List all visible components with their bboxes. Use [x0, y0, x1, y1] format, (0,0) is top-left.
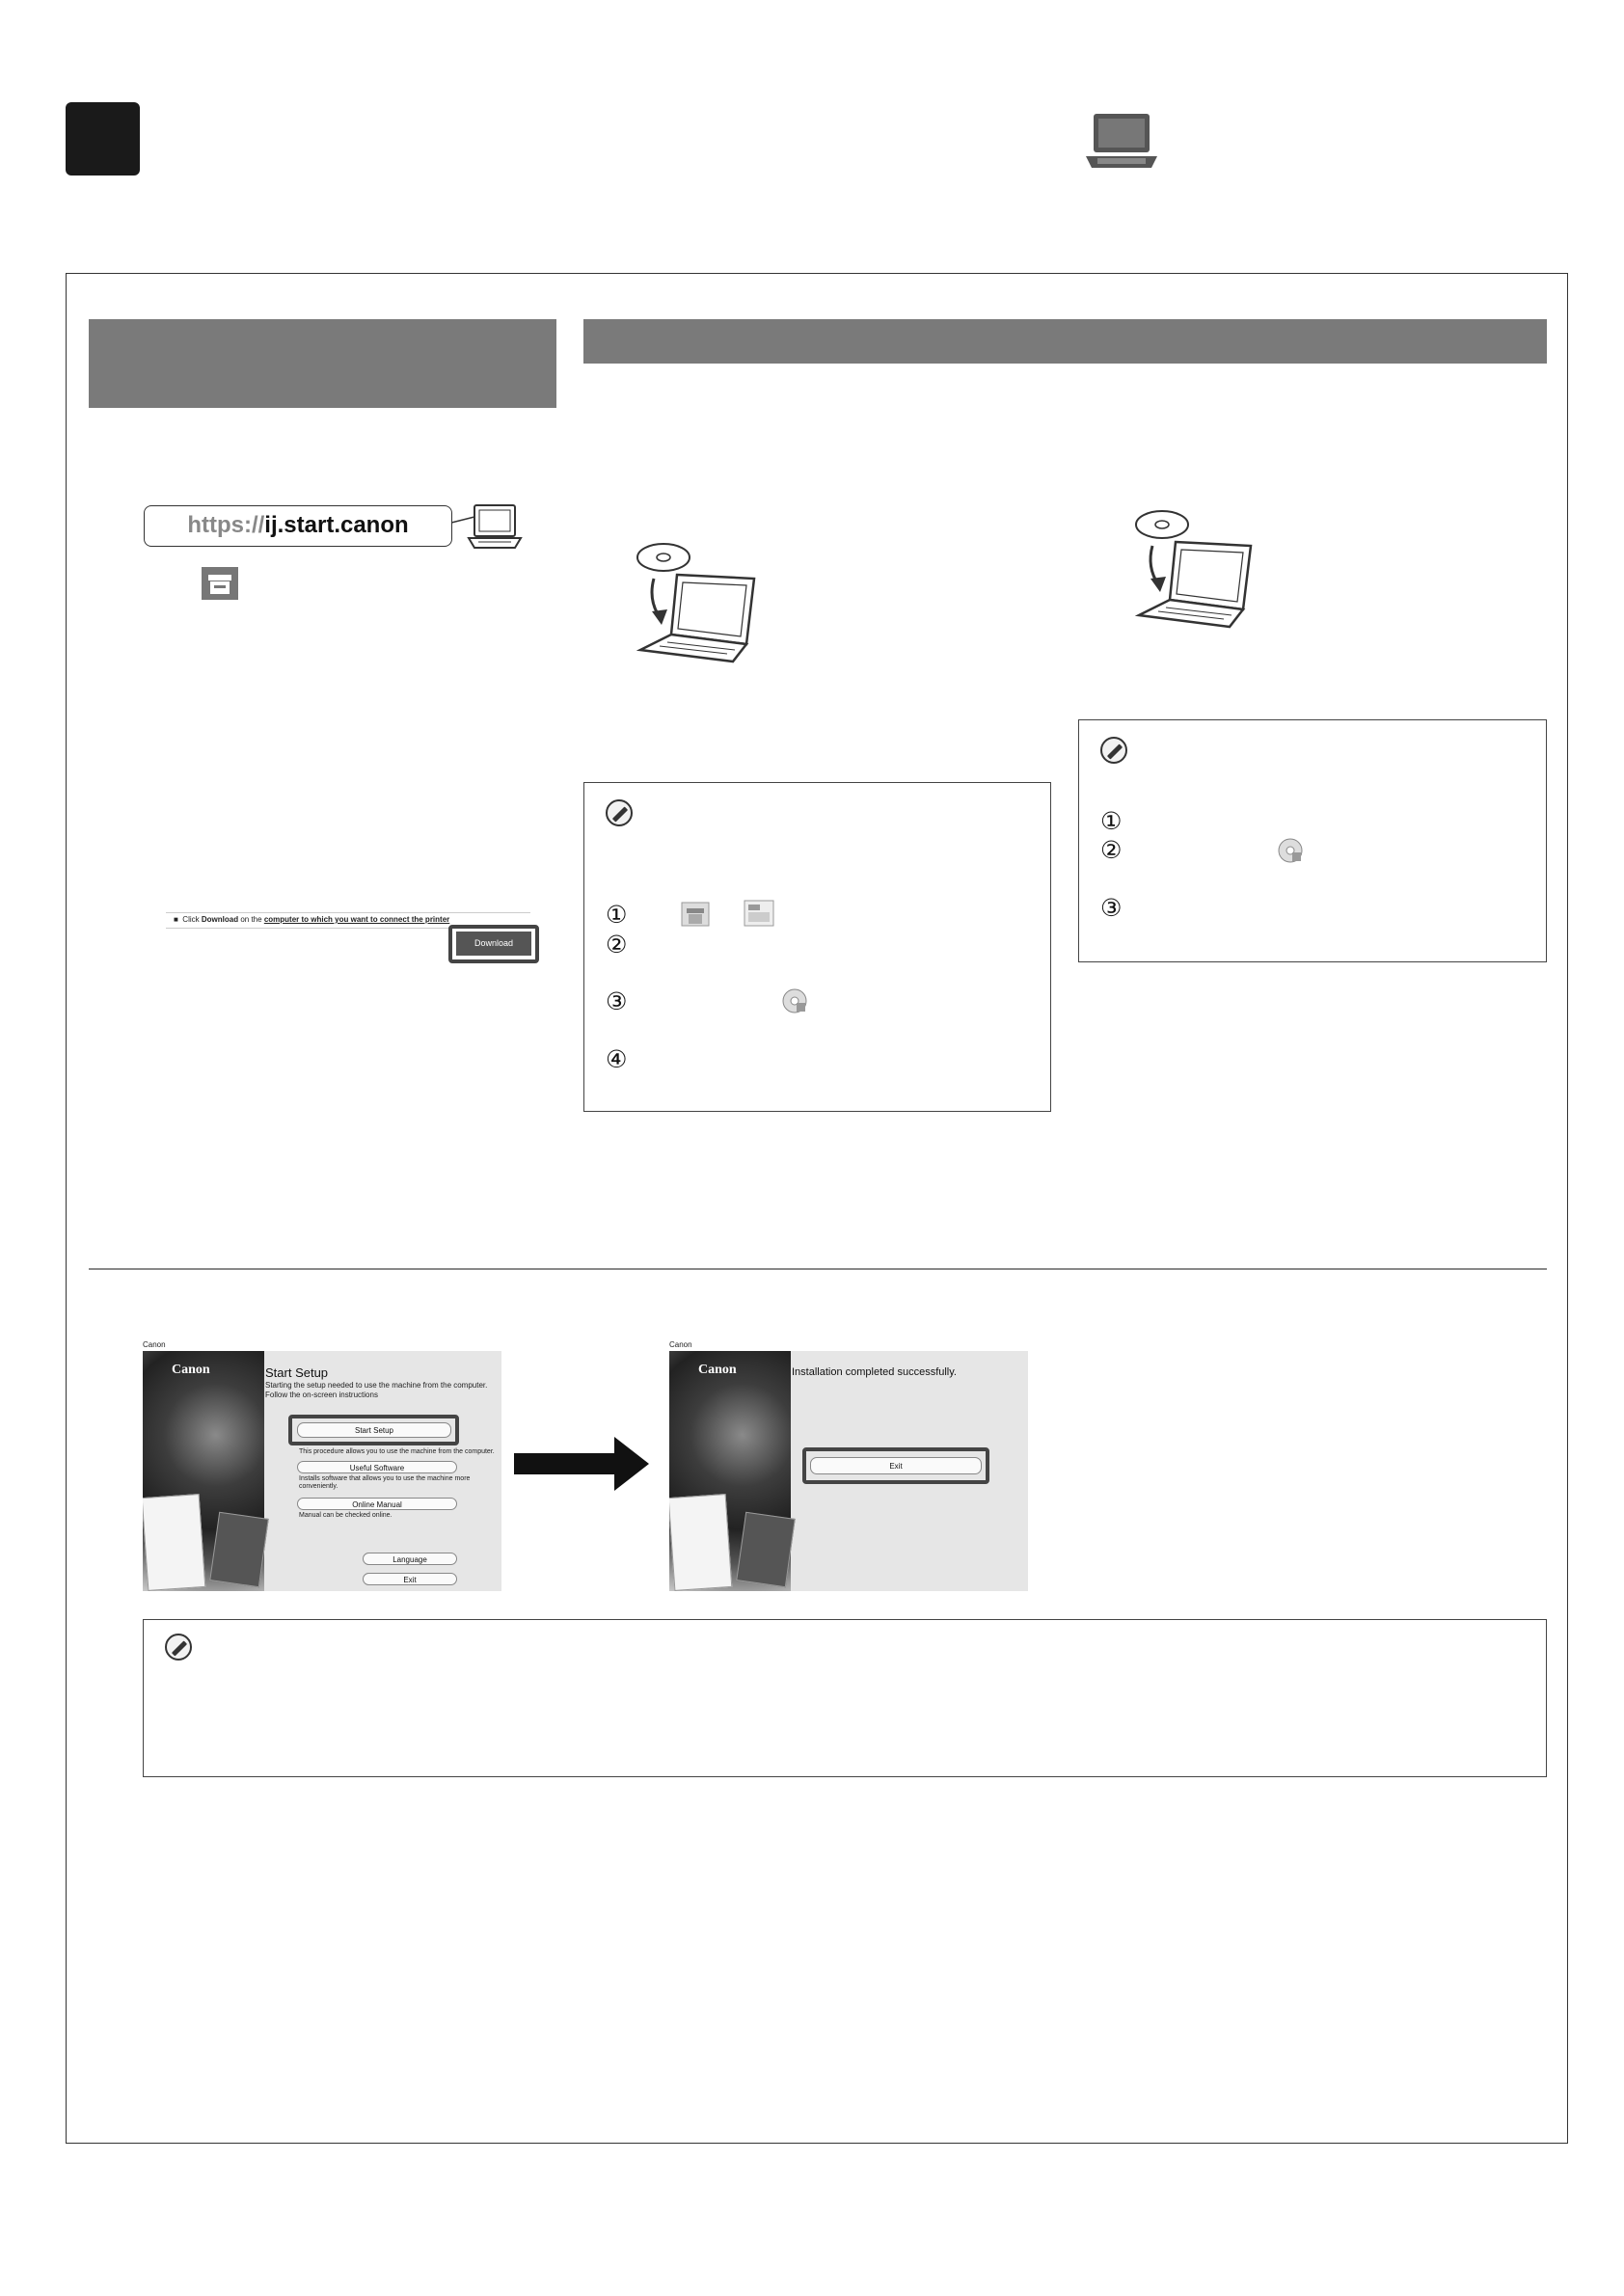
download-prompt [174, 915, 449, 924]
cd-laptop-illustration [633, 536, 760, 669]
pencil-note-icon [1100, 737, 1127, 764]
instruction-frame [66, 273, 1568, 2144]
bullet: ■ [174, 915, 178, 924]
step-marker: ② [606, 931, 628, 959]
photo-print [736, 1512, 796, 1588]
start-setup-desc: This procedure allows you to use the machine from the computer. [299, 1448, 495, 1455]
step-marker: ③ [1100, 894, 1123, 922]
store-icon [679, 899, 712, 928]
window-header: Canon [669, 1340, 692, 1349]
window-header: Canon [143, 1340, 166, 1349]
cd-laptop-illustration [1133, 507, 1255, 640]
completion-message: Installation completed successfully. [792, 1366, 957, 1378]
download-button[interactable]: Download [456, 932, 531, 956]
folder-icon [743, 897, 775, 928]
step-marker: ① [1100, 807, 1123, 835]
canon-logo: Canon [698, 1363, 737, 1377]
pencil-note-icon [165, 1634, 192, 1661]
step-marker: ① [606, 901, 628, 929]
setup-subtitle-1: Starting the setup needed to use the machine from the computer. [265, 1381, 488, 1390]
note-box-right [1078, 719, 1547, 962]
photo-print [209, 1512, 269, 1588]
divider [166, 912, 530, 913]
cd-section-header [583, 319, 1547, 364]
laptop-icon [451, 501, 532, 554]
url-prefix: https:// [187, 512, 265, 538]
photo-paper [143, 1494, 205, 1591]
download-section-header [89, 319, 556, 408]
useful-software-desc: conveniently. [299, 1483, 338, 1490]
useful-software-desc: Installs software that allows you to use the machine more [299, 1475, 471, 1482]
exit-button[interactable]: Exit [363, 1573, 457, 1585]
note-box-left [583, 782, 1051, 1112]
step-marker: ② [1100, 836, 1123, 864]
step-marker: ③ [606, 987, 628, 1015]
laptop-icon [1084, 110, 1159, 172]
note-box-bottom [143, 1619, 1547, 1777]
cd-rom-icon [1277, 837, 1304, 864]
canon-logo: Canon [172, 1363, 210, 1377]
prompt-on-the: on the [240, 915, 262, 924]
language-button[interactable]: Language [363, 1553, 457, 1565]
pencil-note-icon [606, 799, 633, 826]
setup-subtitle-2: Follow the on-screen instructions [265, 1391, 378, 1399]
url-host: ij.start.canon [264, 512, 409, 538]
photo-paper [669, 1494, 732, 1591]
cd-rom-icon [781, 987, 808, 1014]
prompt-link[interactable]: computer to which you want to connect the printer [263, 915, 450, 924]
exit-button[interactable]: Exit [810, 1457, 982, 1474]
step-number-box [66, 102, 140, 176]
useful-software-button[interactable]: Useful Software [297, 1461, 457, 1473]
section-divider [89, 1268, 1547, 1270]
prompt-download: Download [201, 915, 239, 924]
step-marker: ④ [606, 1045, 628, 1073]
setup-window [143, 1351, 501, 1591]
url-pill [144, 505, 452, 547]
store-icon [202, 567, 238, 600]
online-manual-button[interactable]: Online Manual [297, 1498, 457, 1510]
start-setup-button[interactable]: Start Setup [297, 1422, 451, 1438]
setup-title: Start Setup [265, 1365, 329, 1380]
complete-window [669, 1351, 1028, 1591]
online-manual-desc: Manual can be checked online. [299, 1512, 392, 1519]
right-arrow-icon [514, 1437, 649, 1491]
prompt-click: Click [182, 915, 200, 924]
